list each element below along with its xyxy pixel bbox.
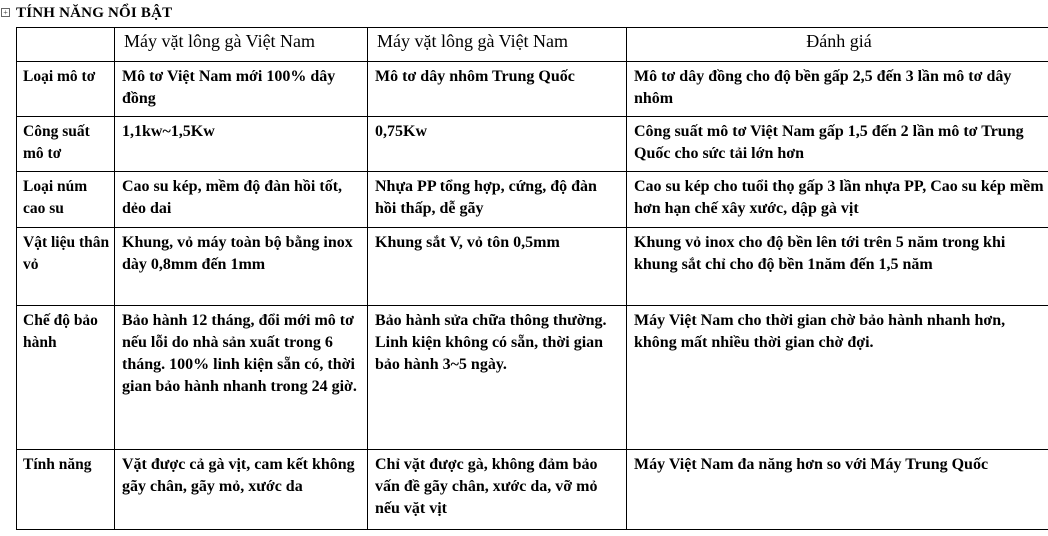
cell-cn: Mô tơ dây nhôm Trung Quốc [368, 62, 627, 117]
comparison-table [16, 27, 1048, 530]
cell-vn: Khung, vỏ máy toàn bộ bằng inox dày 0,8mm đến 1mm [115, 228, 368, 306]
cell-eval: Khung vỏ inox cho độ bền lên tới trên 5 năm trong khi khung sắt chỉ cho độ bền 1năm đến 1,5 năm [627, 228, 1048, 306]
cell-eval: Máy Việt Nam đa năng hơn so với Máy Trung Quốc [627, 450, 1048, 530]
table-row [17, 117, 1048, 172]
cell-cn: Chỉ vặt được gà, không đảm bảo vấn đề gãy chân, xước da, vỡ mỏ nếu vặt vịt [368, 450, 627, 530]
row-label: Loại núm cao su [17, 172, 115, 228]
cell-cn: Bảo hành sửa chữa thông thường. Linh kiện không có sẵn, thời gian bảo hành 3~5 ngày. [368, 306, 627, 450]
table-header-row [17, 28, 1048, 62]
table-row [17, 228, 1048, 306]
section-title: TÍNH NĂNG NỔI BẬT [16, 5, 173, 21]
row-label: Chế độ bảo hành [17, 306, 115, 450]
header-cell-eval: Đánh giá [627, 28, 1048, 62]
header-cell-empty [17, 28, 115, 62]
table-move-handle-icon[interactable]: + [1, 8, 10, 17]
cell-vn: Vặt được cả gà vịt, cam kết không gãy chân, gãy mỏ, xước da [115, 450, 368, 530]
table-row [17, 172, 1048, 228]
cell-eval: Công suất mô tơ Việt Nam gấp 1,5 đến 2 lần mô tơ Trung Quốc cho sức tải lớn hơn [627, 117, 1048, 172]
row-label: Loại mô tơ [17, 62, 115, 117]
header-cell-cn: Máy vặt lông gà Việt Nam [368, 28, 627, 62]
cell-cn: 0,75Kw [368, 117, 627, 172]
cell-vn: Mô tơ Việt Nam mới 100% dây đồng [115, 62, 368, 117]
table-row [17, 450, 1048, 530]
cell-cn: Khung sắt V, vỏ tôn 0,5mm [368, 228, 627, 306]
row-label: Công suất mô tơ [17, 117, 115, 172]
cell-eval: Máy Việt Nam cho thời gian chờ bảo hành nhanh hơn, không mất nhiều thời gian chờ đợi. [627, 306, 1048, 450]
row-label: Tính năng [17, 450, 115, 530]
header-cell-vn: Máy vặt lông gà Việt Nam [115, 28, 368, 62]
row-label: Vật liệu thân vỏ [17, 228, 115, 306]
cell-vn: 1,1kw~1,5Kw [115, 117, 368, 172]
cell-eval: Cao su kép cho tuổi thọ gấp 3 lần nhựa PP, Cao su kép mềm hơn hạn chế xây xước, dập gà vịt [627, 172, 1048, 228]
cell-vn: Cao su kép, mềm độ đàn hồi tốt, dẻo dai [115, 172, 368, 228]
cell-vn: Bảo hành 12 tháng, đổi mới mô tơ nếu lỗi do nhà sản xuất trong 6 tháng. 100% linh kiện sẵn có, thời gian bảo hành nhanh trong 24 giờ. [115, 306, 368, 450]
cell-cn: Nhựa PP tổng hợp, cứng, độ đàn hồi thấp, dễ gãy [368, 172, 627, 228]
table-row [17, 62, 1048, 117]
table-row [17, 306, 1048, 450]
cell-eval: Mô tơ dây đồng cho độ bền gấp 2,5 đến 3 lần mô tơ dây nhôm [627, 62, 1048, 117]
